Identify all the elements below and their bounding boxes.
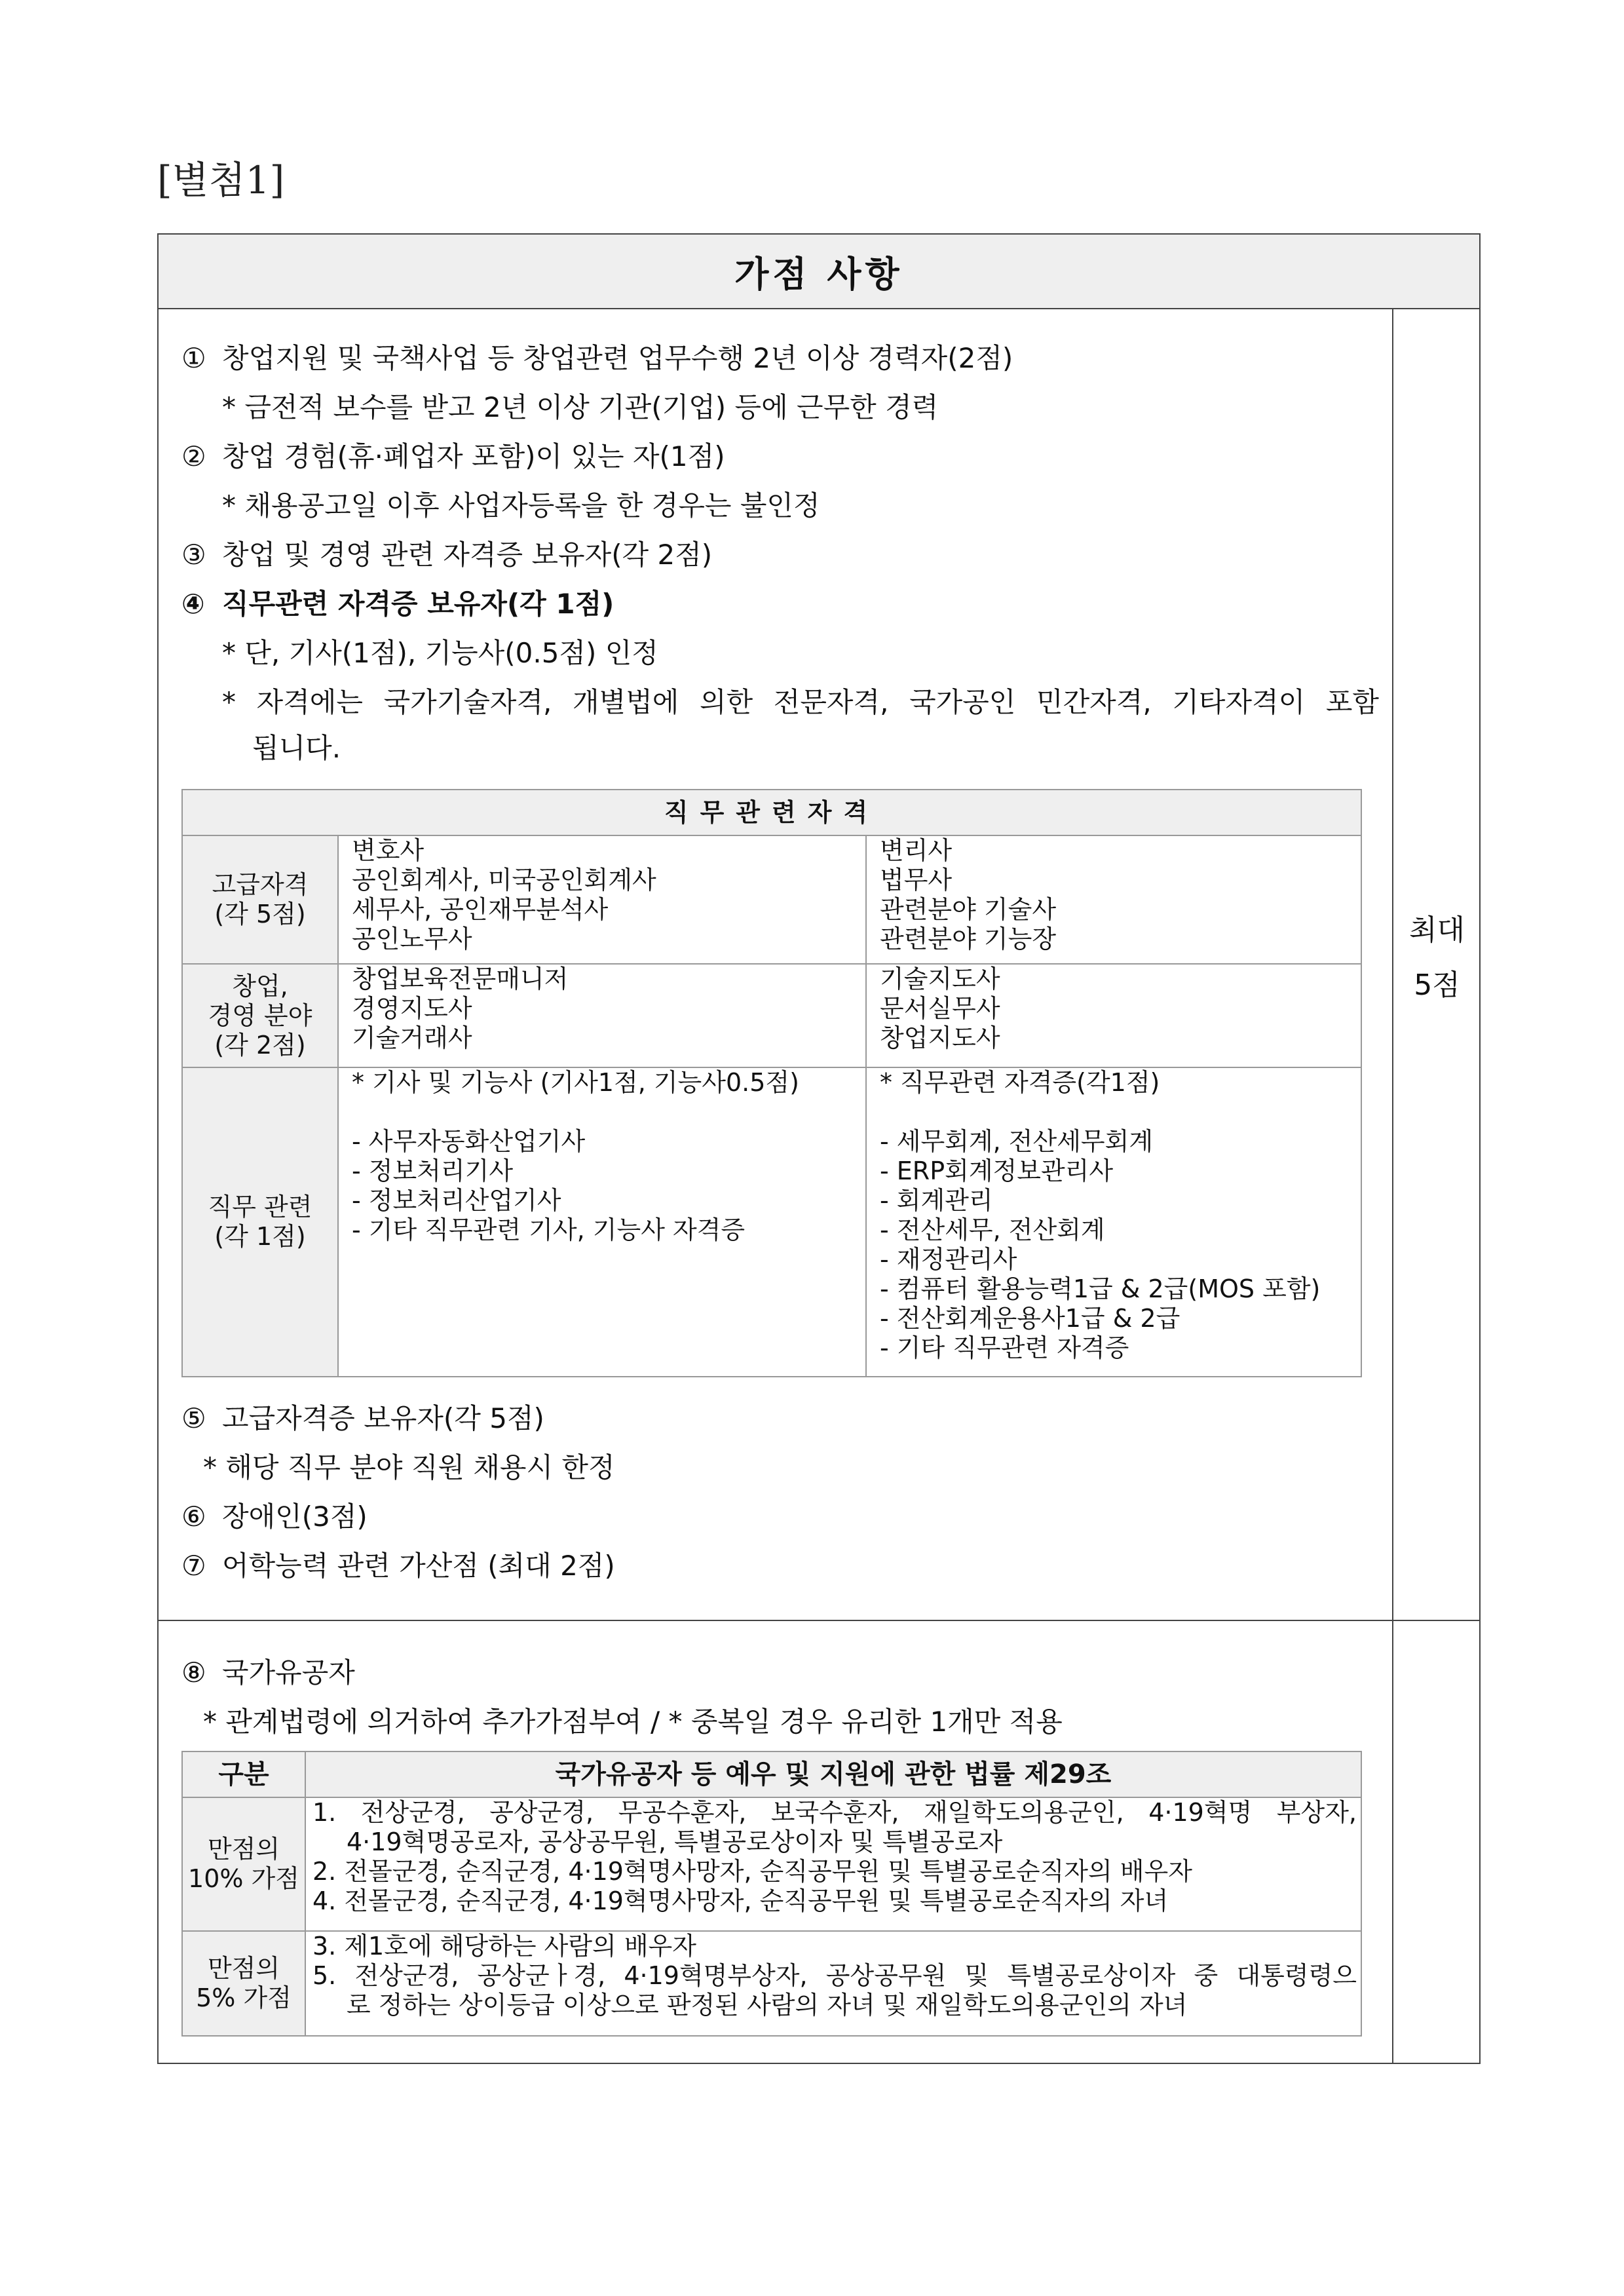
- section-divider: [159, 1620, 1481, 1621]
- qual-item: - 재정관리사: [880, 1245, 1017, 1274]
- merit-item: 3. 제1호에 해당하는 사람의 배우자: [312, 1932, 696, 1961]
- bonus-points-frame: [157, 233, 1481, 2064]
- item-4-note-2a: * 자격에는 국가기술자격, 개별법에 의한 전문자격, 국가공인 민간자격, 기타자격이 포함: [222, 686, 1379, 718]
- qual-item: 창업지도사: [880, 1024, 1000, 1052]
- merit-item: 4. 전몰군경, 순직군경, 4·19혁명사망자, 순직공무원 및 특별공로순직자의 자녀: [312, 1886, 1169, 1915]
- item-2-text: 창업 경험(휴·폐업자 포함)이 있는 자(1점): [222, 440, 725, 472]
- merit-item: 5. 전상군경, 공상군ㅏ경, 4·19혁명부상자, 공상공무원 및 특별공로상이자 중 대통령령으: [312, 1961, 1357, 1990]
- item-3: [181, 541, 712, 569]
- qualification-table: [181, 789, 1362, 1377]
- merit-body-cell: [305, 1797, 1361, 1931]
- item-8-marker: ⑧: [181, 1656, 206, 1689]
- item-3-text: 창업 및 경영 관련 자격증 보유자(각 2점): [222, 539, 713, 571]
- item-1-text: 창업지원 및 국책사업 등 창업관련 업무수행 2년 이상 경력자(2점): [222, 342, 1013, 374]
- attachment-label: [별첨1]: [157, 158, 285, 202]
- qual-item: 세무사, 공인재무분석사: [352, 895, 609, 924]
- item-5-text: 고급자격증 보유자(각 5점): [222, 1402, 544, 1434]
- qual-item: 관련분야 기능장: [880, 925, 1057, 953]
- qual-item: - 정보처리기사: [352, 1157, 514, 1185]
- qual-left-cell: [338, 964, 866, 1067]
- qual-item: - 정보처리산업기사: [352, 1186, 561, 1215]
- max-label-line1: 최대: [1408, 913, 1465, 947]
- qual-item: 관련분야 기술사: [880, 895, 1057, 924]
- qual-item: * 기사 및 기능사 (기사1점, 기능사0.5점): [352, 1068, 799, 1097]
- qual-item: 문서실무사: [880, 994, 1000, 1023]
- item-1: [181, 342, 1013, 374]
- table-row: [182, 1797, 1361, 1931]
- table-row: [182, 1931, 1361, 2036]
- merit-item: 2. 전몰군경, 순직군경, 4·19혁명사망자, 순직공무원 및 특별공로순직자의 배우자: [312, 1857, 1192, 1886]
- merit-category: [182, 1797, 305, 1931]
- item-1-note: * 금전적 보수를 받고 2년 이상 기관(기업) 등에 근무한 경력: [222, 391, 939, 423]
- qual-category-line: 직무 관련: [208, 1193, 312, 1221]
- qual-item: 공인노무사: [352, 925, 472, 953]
- item-1-marker: ①: [181, 342, 206, 374]
- item-4-text: 직무관련 자격증 보유자(각 1점): [222, 588, 614, 620]
- qual-left-cell: [338, 1067, 866, 1377]
- qual-item: 창업보육전문매니저: [352, 965, 569, 993]
- item-5: [181, 1402, 544, 1434]
- qual-item: - 사무자동화산업기사: [352, 1127, 586, 1156]
- item-6-text: 장애인(3점): [222, 1501, 368, 1533]
- merit-category-line: 10% 가점: [188, 1864, 299, 1893]
- qual-right-cell: [866, 964, 1361, 1067]
- table-row: [182, 964, 1361, 1067]
- qual-category: [182, 835, 338, 964]
- item-8: [181, 1656, 355, 1689]
- merit-category-line: 만점의: [207, 1835, 280, 1864]
- merit-col-header-category: 구분: [182, 1751, 305, 1797]
- merit-category: [182, 1931, 305, 2036]
- merit-category-line: 만점의: [207, 1954, 280, 1983]
- item-4-note-1: * 단, 기사(1점), 기능사(0.5점) 인정: [222, 637, 658, 669]
- qual-category: [182, 964, 338, 1067]
- qual-item: - 기타 직무관련 자격증: [880, 1333, 1129, 1362]
- table-row: [182, 1067, 1361, 1377]
- max-label-line2: 5점: [1414, 968, 1460, 1002]
- qual-item: 경영지도사: [352, 994, 472, 1023]
- item-4-marker: ④: [181, 588, 205, 620]
- table-row: [182, 835, 1361, 964]
- merit-item: 1. 전상군경, 공상군경, 무공수훈자, 보국수훈자, 재일학도의용군인, 4·19혁명 부상자,: [312, 1798, 1357, 1827]
- header-title: 가점 사항: [159, 235, 1479, 309]
- qual-item: 기술지도사: [880, 965, 1000, 993]
- merit-table: [181, 1751, 1362, 2037]
- item-2-note: * 채용공고일 이후 사업자등록을 한 경우는 불인정: [222, 489, 820, 522]
- item-8-text: 국가유공자: [222, 1656, 355, 1689]
- qual-item: - 컴퓨터 활용능력1급 & 2급(MOS 포함): [880, 1274, 1321, 1303]
- qual-category: [182, 1067, 338, 1377]
- qual-category-line: (각 2점): [214, 1030, 306, 1060]
- item-4: [181, 590, 614, 618]
- qual-category-line: 경영 분야: [208, 1001, 312, 1030]
- merit-col-header-law: 국가유공자 등 예우 및 지원에 관한 법률 제29조: [305, 1751, 1361, 1797]
- qual-item: - 전산회계운용사1급 & 2급: [880, 1304, 1180, 1333]
- qual-item: - 회계관리: [880, 1186, 993, 1215]
- merit-item: 로 정하는 상이등급 이상으로 판정된 사람의 자녀 및 재일학도의용군인의 자녀: [347, 1991, 1188, 2019]
- qualification-table-title: 직무관련자격: [182, 790, 1361, 835]
- item-8-note: * 관계법령에 의거하여 추가가점부여 / * 중복일 경우 유리한 1개만 적용: [203, 1706, 1063, 1738]
- qual-category-line: (각 1점): [214, 1222, 306, 1251]
- item-3-marker: ③: [181, 539, 206, 571]
- qual-item: * 직무관련 자격증(각1점): [880, 1068, 1160, 1097]
- merit-item: 4·19혁명공로자, 공상공무원, 특별공로상이자 및 특별공로자: [347, 1827, 1003, 1856]
- item-6: [181, 1503, 368, 1531]
- item-7-marker: ⑦: [181, 1550, 206, 1582]
- item-7: [181, 1552, 615, 1580]
- qual-item: - 전산세무, 전산회계: [880, 1215, 1105, 1244]
- qual-item: 변리사: [880, 836, 953, 865]
- item-7-text: 어학능력 관련 가산점 (최대 2점): [222, 1550, 615, 1582]
- qual-left-cell: [338, 835, 866, 964]
- item-6-marker: ⑥: [181, 1501, 206, 1533]
- qual-item-spacer: [352, 1098, 865, 1127]
- qual-item: - 기타 직무관련 기사, 기능사 자격증: [352, 1215, 746, 1244]
- qual-right-cell: [866, 1067, 1361, 1377]
- item-5-note: * 해당 직무 분야 직원 채용시 한정: [203, 1451, 615, 1483]
- qual-item-spacer: [880, 1098, 1361, 1127]
- merit-body-cell: [305, 1931, 1361, 2036]
- qual-item: 법무사: [880, 866, 953, 894]
- item-2-marker: ②: [181, 440, 206, 472]
- qual-category-line: 고급자격: [212, 870, 309, 899]
- qual-item: - 세무회계, 전산세무회계: [880, 1127, 1154, 1156]
- qual-right-cell: [866, 835, 1361, 964]
- merit-category-line: 5% 가점: [196, 1983, 292, 2012]
- qual-category-line: 창업,: [232, 971, 288, 1001]
- qual-item: 변호사: [352, 836, 425, 865]
- qual-category-line: (각 5점): [214, 900, 306, 928]
- qual-item: 기술거래사: [352, 1024, 472, 1052]
- qual-item: 공인회계사, 미국공인회계사: [352, 866, 656, 894]
- item-2: [181, 440, 725, 472]
- item-5-marker: ⑤: [181, 1402, 206, 1434]
- qual-item: - ERP회계정보관리사: [880, 1157, 1114, 1185]
- max-points-cell: [1393, 903, 1481, 1013]
- item-4-note-2b: 됩니다.: [252, 732, 341, 764]
- right-column-divider: [1392, 309, 1393, 2064]
